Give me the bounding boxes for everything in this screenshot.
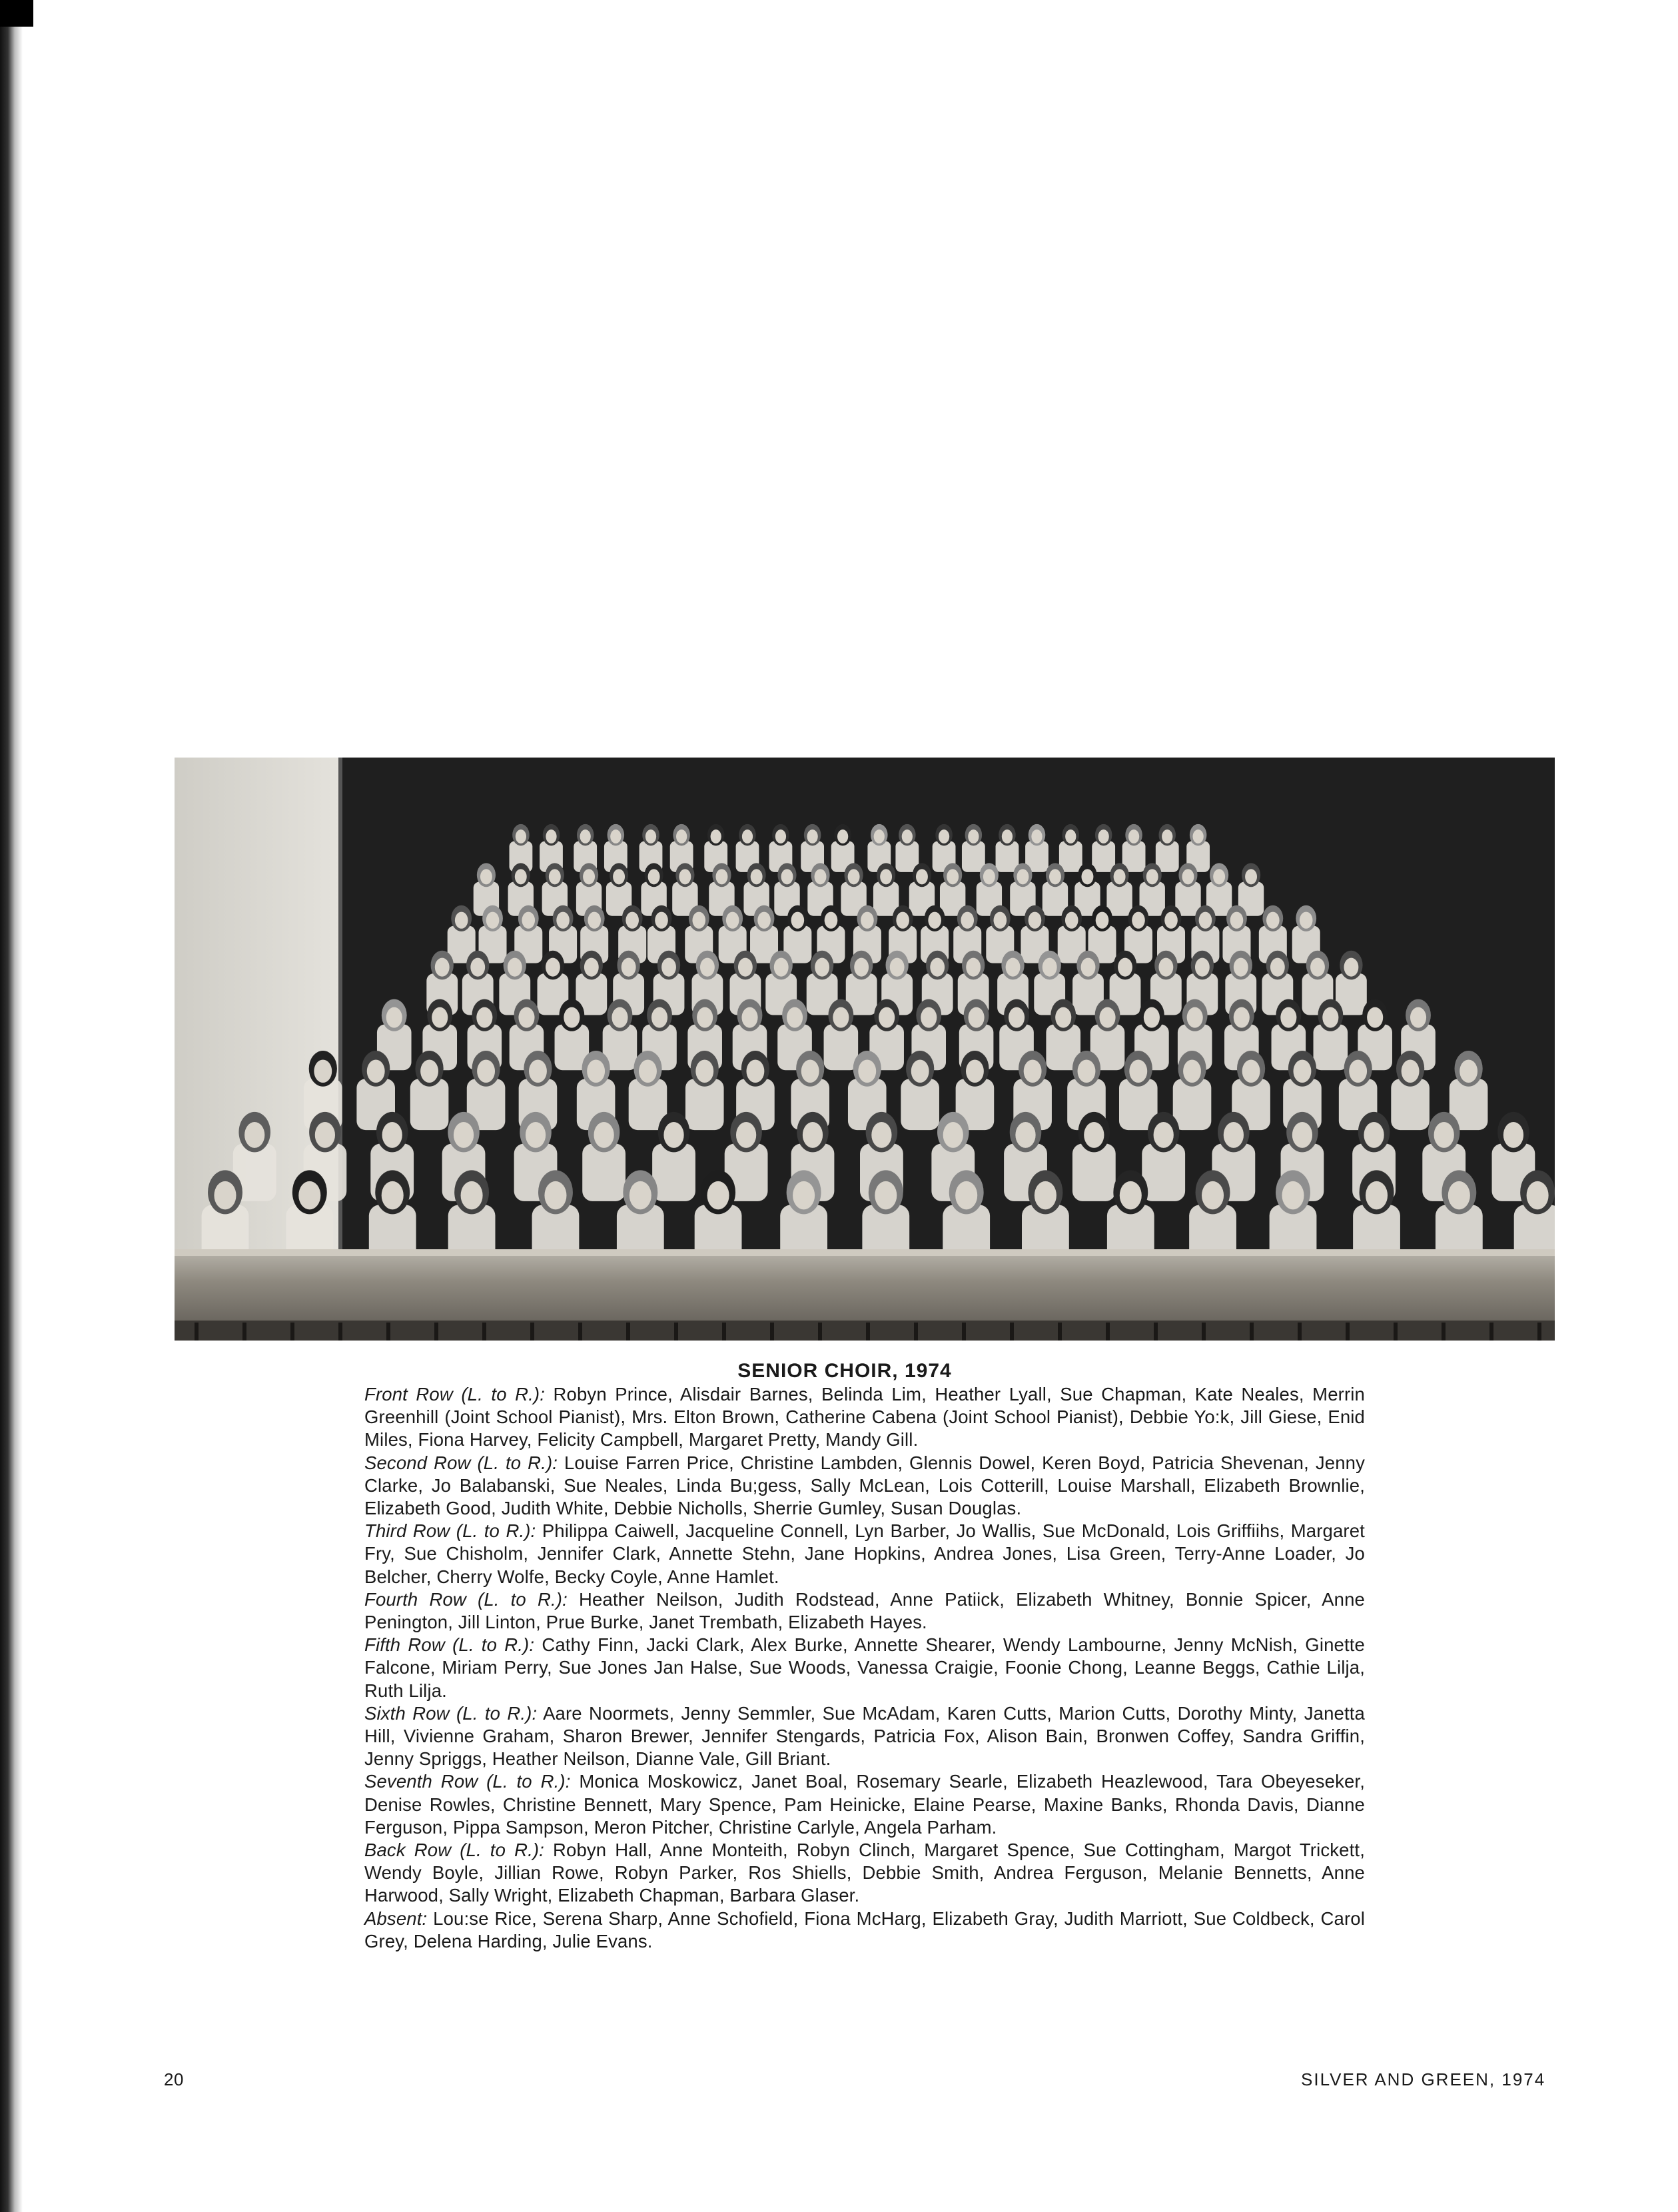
row-label: Fourth Row (L. to R.): xyxy=(364,1588,568,1610)
caption-row-fifth xyxy=(364,1634,1365,1702)
stage-rail-post xyxy=(626,1323,630,1341)
stage-rail-post xyxy=(530,1323,534,1341)
caption-row-front xyxy=(364,1383,1365,1452)
stage-rail-post xyxy=(962,1323,966,1341)
caption-row-second xyxy=(364,1452,1365,1520)
row-names: Robyn Hall, Anne Monteith, Robyn Clinch, Margaret Spence, Sue Cottingham, Margot Trickett, Wendy Boyle, Jillian Rowe, Robyn Parker, Ros Shiells, Debbie Smith, Andrea Ferguson, Melanie Bennetts, Anne Harwood, Sally Wright, Elizabeth Chapman, Barbara Glaser. xyxy=(364,1840,1365,1906)
photo-caption xyxy=(364,1359,1365,1953)
caption-row-back xyxy=(364,1839,1365,1908)
caption-row-third xyxy=(364,1520,1365,1588)
stage-rail-post xyxy=(338,1323,342,1341)
stage-rail-post xyxy=(674,1323,678,1341)
row-names: Aare Noormets, Jenny Semmler, Sue McAdam, Karen Cutts, Marion Cutts, Dorothy Minty, Janetta Hill, Vivienne Graham, Sharon Brewer, Jennifer Stengards, Patricia Fox, Alison Bain, Bronwen Coffey, Sandra Griffin, Jenny Spriggs, Heather Neilson, Dianne Vale, Gill Briant. xyxy=(364,1702,1365,1770)
stage-rail-post xyxy=(242,1323,246,1341)
row-names: Robyn Prince, Alisdair Barnes, Belinda Lim, Heather Lyall, Sue Chapman, Kate Neales, Merrin Greenhill (Joint School Pianist), Mrs. Elton Brown, Catherine Cabena (Joint School Pianist), Debbie Yo:k, Jill Giese, Enid Miles, Fiona Harvey, Felicity Campbell, Margaret Pretty, Mandy Gill. xyxy=(364,1384,1365,1450)
row-label: Sixth Row (L. to R.): xyxy=(364,1702,538,1724)
stage-rail-post xyxy=(434,1323,438,1341)
row-names: Cathy Finn, Jacki Clark, Alex Burke, Annette Shearer, Wendy Lambourne, Jenny McNish, Ginette Falcone, Miriam Perry, Sue Jones Jan Halse, Sue Woods, Vanessa Craigie, Foonie Chong, Leanne Beggs, Cathie Lilja, Ruth Lilja. xyxy=(364,1634,1365,1701)
publication-footer: SILVER AND GREEN, 1974 xyxy=(1301,2069,1546,2089)
stage-rail-post xyxy=(866,1323,870,1341)
stage-rail-post xyxy=(722,1323,726,1341)
row-label: Absent: xyxy=(364,1908,428,1929)
scan-corner-mark xyxy=(0,0,33,27)
choir-photograph xyxy=(175,758,1555,1341)
row-names: Heather Neilson, Judith Rodstead, Anne Patiick, Elizabeth Whitney, Bonnie Spicer, Anne Penington, Jill Linton, Prue Burke, Janet Trembath, Elizabeth Hayes. xyxy=(364,1588,1365,1633)
stage-rail-post xyxy=(386,1323,390,1341)
row-label: Front Row (L. to R.): xyxy=(364,1384,546,1404)
stage-rail-post xyxy=(1250,1323,1254,1341)
caption-row-fourth xyxy=(364,1588,1365,1634)
stage-rail-post xyxy=(195,1323,199,1341)
row-names: Philippa Caiwell, Jacqueline Connell, Lyn Barber, Jo Wallis, Sue McDonald, Lois Griffiihs, Margaret Fry, Sue Chisholm, Jennifer Clark, Annette Stehn, Jane Hopkins, Andrea Jones, Lisa Green, Terry-Anne Loader, Jo Belcher, Cherry Wolfe, Becky Coyle, Anne Hamlet. xyxy=(364,1520,1365,1587)
stage-rail-post xyxy=(1106,1323,1110,1341)
stage-rail-post xyxy=(290,1323,294,1341)
choir-photograph-image xyxy=(175,758,1555,1341)
row-label: Fifth Row (L. to R.): xyxy=(364,1634,535,1656)
stage-rail-post xyxy=(1298,1323,1302,1341)
row-label: Seventh Row (L. to R.): xyxy=(364,1771,571,1792)
stage-rail-post xyxy=(482,1323,486,1341)
stage-rail-post xyxy=(578,1323,582,1341)
stage-rail-post xyxy=(1154,1323,1158,1341)
stage-rail-post xyxy=(1537,1323,1541,1341)
caption-row-sixth xyxy=(364,1702,1365,1771)
caption-row-seventh xyxy=(364,1770,1365,1839)
stage-rail-post xyxy=(1394,1323,1398,1341)
stage-rail-post xyxy=(1202,1323,1206,1341)
stage-rail-post xyxy=(818,1323,822,1341)
row-names: Lou:se Rice, Serena Sharp, Anne Schofield, Fiona McHarg, Elizabeth Gray, Judith Marriott, Sue Coldbeck, Carol Grey, Delena Harding, Julie Evans. xyxy=(364,1908,1365,1951)
stage-rail-post xyxy=(1489,1323,1493,1341)
scan-left-edge xyxy=(0,0,23,2212)
stage-rail-post xyxy=(1058,1323,1062,1341)
stage-rail-post xyxy=(1346,1323,1350,1341)
row-label: Third Row (L. to R.): xyxy=(364,1520,536,1542)
row-label: Back Row (L. to R.): xyxy=(364,1840,544,1861)
row-names: Louise Farren Price, Christine Lambden, Glennis Dowel, Keren Boyd, Patricia Shevenan, Jenny Clarke, Jo Balabanski, Sue Neales, Linda Bu;gess, Sally McLean, Lois Cotterill, Louise Marshall, Elizabeth Brownlie, Elizabeth Good, Judith White, Debbie Nicholls, Sherrie Gumley, Susan Douglas. xyxy=(364,1452,1365,1519)
stage-rail-post xyxy=(1442,1323,1446,1341)
page-number: 20 xyxy=(164,2069,184,2089)
caption-row-absent xyxy=(364,1908,1365,1953)
row-names: Monica Moskowicz, Janet Boal, Rosemary Searle, Elizabeth Heazlewood, Tara Obeyeseker, Denise Rowles, Christine Bennett, Mary Spence, Pam Heinicke, Elaine Pearse, Maxine Banks, Rhonda Davis, Dianne Ferguson, Pippa Sampson, Meron Pitcher, Christine Carlyle, Angela Parham. xyxy=(364,1771,1366,1838)
stage-rail-post xyxy=(914,1323,918,1341)
row-label: Second Row (L. to R.): xyxy=(364,1452,558,1473)
stage-rail-post xyxy=(1010,1323,1014,1341)
caption-title: SENIOR CHOIR, 1974 xyxy=(737,1360,952,1382)
stage-rail-post xyxy=(770,1323,774,1341)
